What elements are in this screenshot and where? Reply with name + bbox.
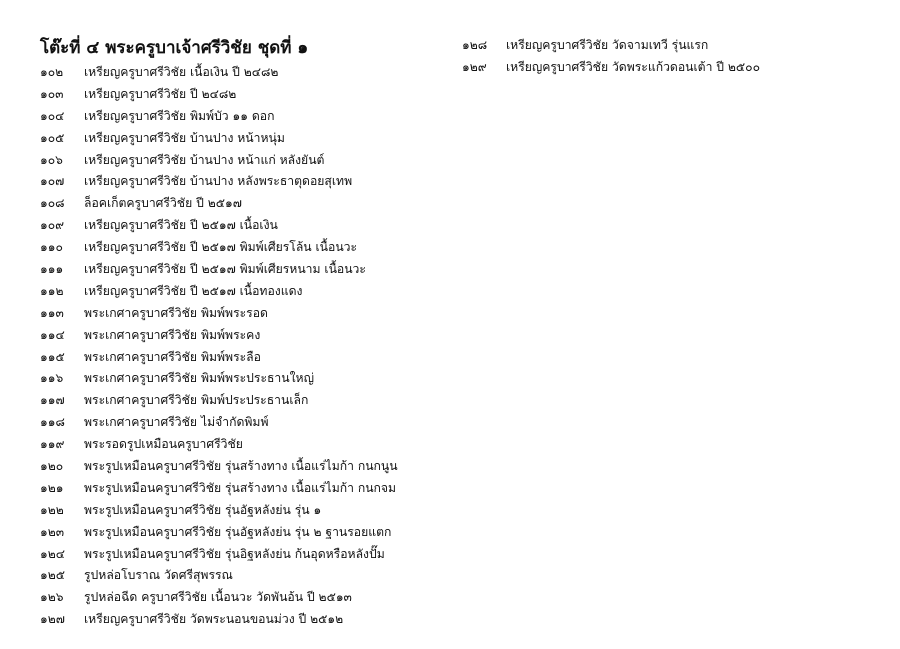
list-item (40, 368, 398, 390)
item-number: ๑๒๘ (462, 38, 488, 52)
item-text: พระรอดรูปเหมือนครูบาศรีวิชัย (84, 437, 243, 452)
item-text: พระรูปเหมือนครูบาศรีวิชัย รุ่นสร้างทาง เนื้อแร่ไมก้า กนกนูน (84, 459, 398, 474)
item-number: ๑๑๐ (40, 240, 63, 255)
list-item (40, 565, 398, 587)
item-number: ๑๑๖ (40, 371, 64, 386)
item-number: ๑๐๗ (40, 174, 65, 189)
list-item (40, 500, 398, 522)
item-number: ๑๒๕ (40, 568, 65, 583)
item-text: พระเกศาครูบาศรีวิชัย ไม่จำกัดพิมพ์ (84, 415, 269, 430)
item-text: เหรียญครูบาศรีวิชัย บ้านปาง หน้าแก่ หลังยันต์ (84, 152, 325, 167)
item-text: พระรูปเหมือนครูบาศรีวิชัย รุ่นอิฐหลังย่น ก้นอุดหรือหลังปั๊ม (84, 546, 385, 561)
list-item (40, 237, 398, 259)
item-number: ๑๑๘ (40, 415, 65, 430)
item-number: ๑๐๓ (40, 86, 64, 101)
item-text: พระเกศาครูบาศรีวิชัย พิมพ์ประประธานเล็ก (84, 393, 309, 408)
item-text: เหรียญครูบาศรีวิชัย วัดพระนอนขอนม่วง ปี ๒๕๑๒ (84, 612, 344, 627)
list-item (40, 456, 398, 478)
item-list-left (40, 62, 398, 631)
item-number: ๑๑๗ (40, 393, 65, 408)
item-number: ๑๐๒ (40, 65, 64, 79)
item-text: พระเกศาครูบาศรีวิชัย พิมพ์พระรอด (84, 305, 268, 320)
list-item (40, 434, 398, 456)
item-number: ๑๒๖ (40, 590, 64, 605)
item-number: ๑๐๘ (40, 196, 65, 211)
item-list-right (462, 35, 760, 79)
item-number: ๑๒๔ (40, 546, 65, 561)
list-item (40, 128, 398, 150)
list-item (40, 303, 398, 325)
item-number: ๑๑๑ (40, 262, 64, 277)
item-text: เหรียญครูบาศรีวิชัย บ้านปาง หลังพระธาตุดอยสุเทพ (84, 174, 353, 189)
list-item (40, 412, 398, 434)
page-title: โต๊ะที่ ๔ พระครูบาเจ้าศรีวิชัย ชุดที่ ๑ (40, 38, 309, 58)
list-item (40, 84, 398, 106)
list-item (40, 609, 398, 631)
item-text: พระรูปเหมือนครูบาศรีวิชัย รุ่นอัฐหลังย่น รุ่น ๑ (84, 502, 322, 517)
item-text: เหรียญครูบาศรีวิชัย ปี ๒๕๑๗ เนื้อทองแดง (84, 283, 303, 298)
item-number: ๑๐๙ (40, 218, 65, 233)
item-number: ๑๐๖ (40, 152, 63, 167)
item-number: ๑๒๙ (462, 59, 487, 74)
item-number: ๑๐๕ (40, 130, 65, 145)
list-item (40, 215, 398, 237)
list-item (40, 259, 398, 281)
item-text: เหรียญครูบาศรีวิชัย วัดจามเทวี รุ่นแรก (506, 38, 709, 52)
item-number: ๑๐๔ (40, 108, 65, 123)
list-item (40, 106, 398, 128)
item-number: ๑๒๑ (40, 480, 64, 495)
item-text: เหรียญครูบาศรีวิชัย เนื้อเงิน ปี ๒๔๘๒ (84, 65, 279, 79)
list-item (40, 193, 398, 215)
list-item (40, 587, 398, 609)
item-text: เหรียญครูบาศรีวิชัย ปี ๒๕๑๗ พิมพ์เศียรหนาม เนื้อนวะ (84, 262, 366, 277)
item-text: เหรียญครูบาศรีวิชัย ปี ๒๔๘๒ (84, 86, 237, 101)
list-item (40, 150, 398, 172)
item-text: พระรูปเหมือนครูบาศรีวิชัย รุ่นสร้างทาง เนื้อแร่ไมก้า กนกจม (84, 480, 397, 495)
item-text: พระเกศาครูบาศรีวิชัย พิมพ์พระประธานใหญ่ (84, 371, 314, 386)
item-number: ๑๒๐ (40, 459, 64, 474)
item-number: ๑๒๓ (40, 524, 65, 539)
item-text: เหรียญครูบาศรีวิชัย พิมพ์บัว ๑๑ ดอก (84, 108, 275, 123)
list-item (40, 62, 398, 84)
item-text: ล็อคเก็ตครูบาศรีวิชัย ปี ๒๕๑๗ (84, 196, 242, 211)
item-text: พระรูปเหมือนครูบาศรีวิชัย รุ่นอัฐหลังย่น รุ่น ๒ ฐานรอยแตก (84, 524, 392, 539)
list-item (40, 522, 398, 544)
item-text: เหรียญครูบาศรีวิชัย วัดพระแก้วดอนเต้า ปี ๒๕๐๐ (506, 59, 761, 74)
list-item (462, 35, 760, 57)
item-text: พระเกศาครูบาศรีวิชัย พิมพ์พระคง (84, 327, 261, 342)
list-item (40, 171, 398, 193)
item-text: เหรียญครูบาศรีวิชัย บ้านปาง หน้าหนุ่ม (84, 130, 285, 145)
list-item (40, 544, 398, 566)
list-item (40, 390, 398, 412)
list-item (40, 347, 398, 369)
list-item (40, 281, 398, 303)
item-number: ๑๑๔ (40, 327, 65, 342)
item-number: ๑๒๒ (40, 502, 64, 517)
item-number: ๑๑๓ (40, 305, 64, 320)
list-item (462, 57, 760, 79)
item-number: ๑๒๗ (40, 612, 65, 627)
item-number: ๑๑๙ (40, 437, 65, 452)
item-text: พระเกศาครูบาศรีวิชัย พิมพ์พระลือ (84, 349, 261, 364)
item-number: ๑๑๕ (40, 349, 65, 364)
item-text: รูปหล่อโบราณ วัดศรีสุพรรณ (84, 568, 233, 583)
item-text: รูปหล่อฉีด ครูบาศรีวิชัย เนื้อนวะ วัดพันอ้น ปี ๒๕๑๓ (84, 590, 352, 605)
item-number: ๑๑๒ (40, 283, 64, 298)
item-text: เหรียญครูบาศรีวิชัย ปี ๒๕๑๗ พิมพ์เศียรโล้น เนื้อนวะ (84, 240, 358, 255)
list-item (40, 325, 398, 347)
list-item (40, 478, 398, 500)
item-text: เหรียญครูบาศรีวิชัย ปี ๒๕๑๗ เนื้อเงิน (84, 218, 278, 233)
